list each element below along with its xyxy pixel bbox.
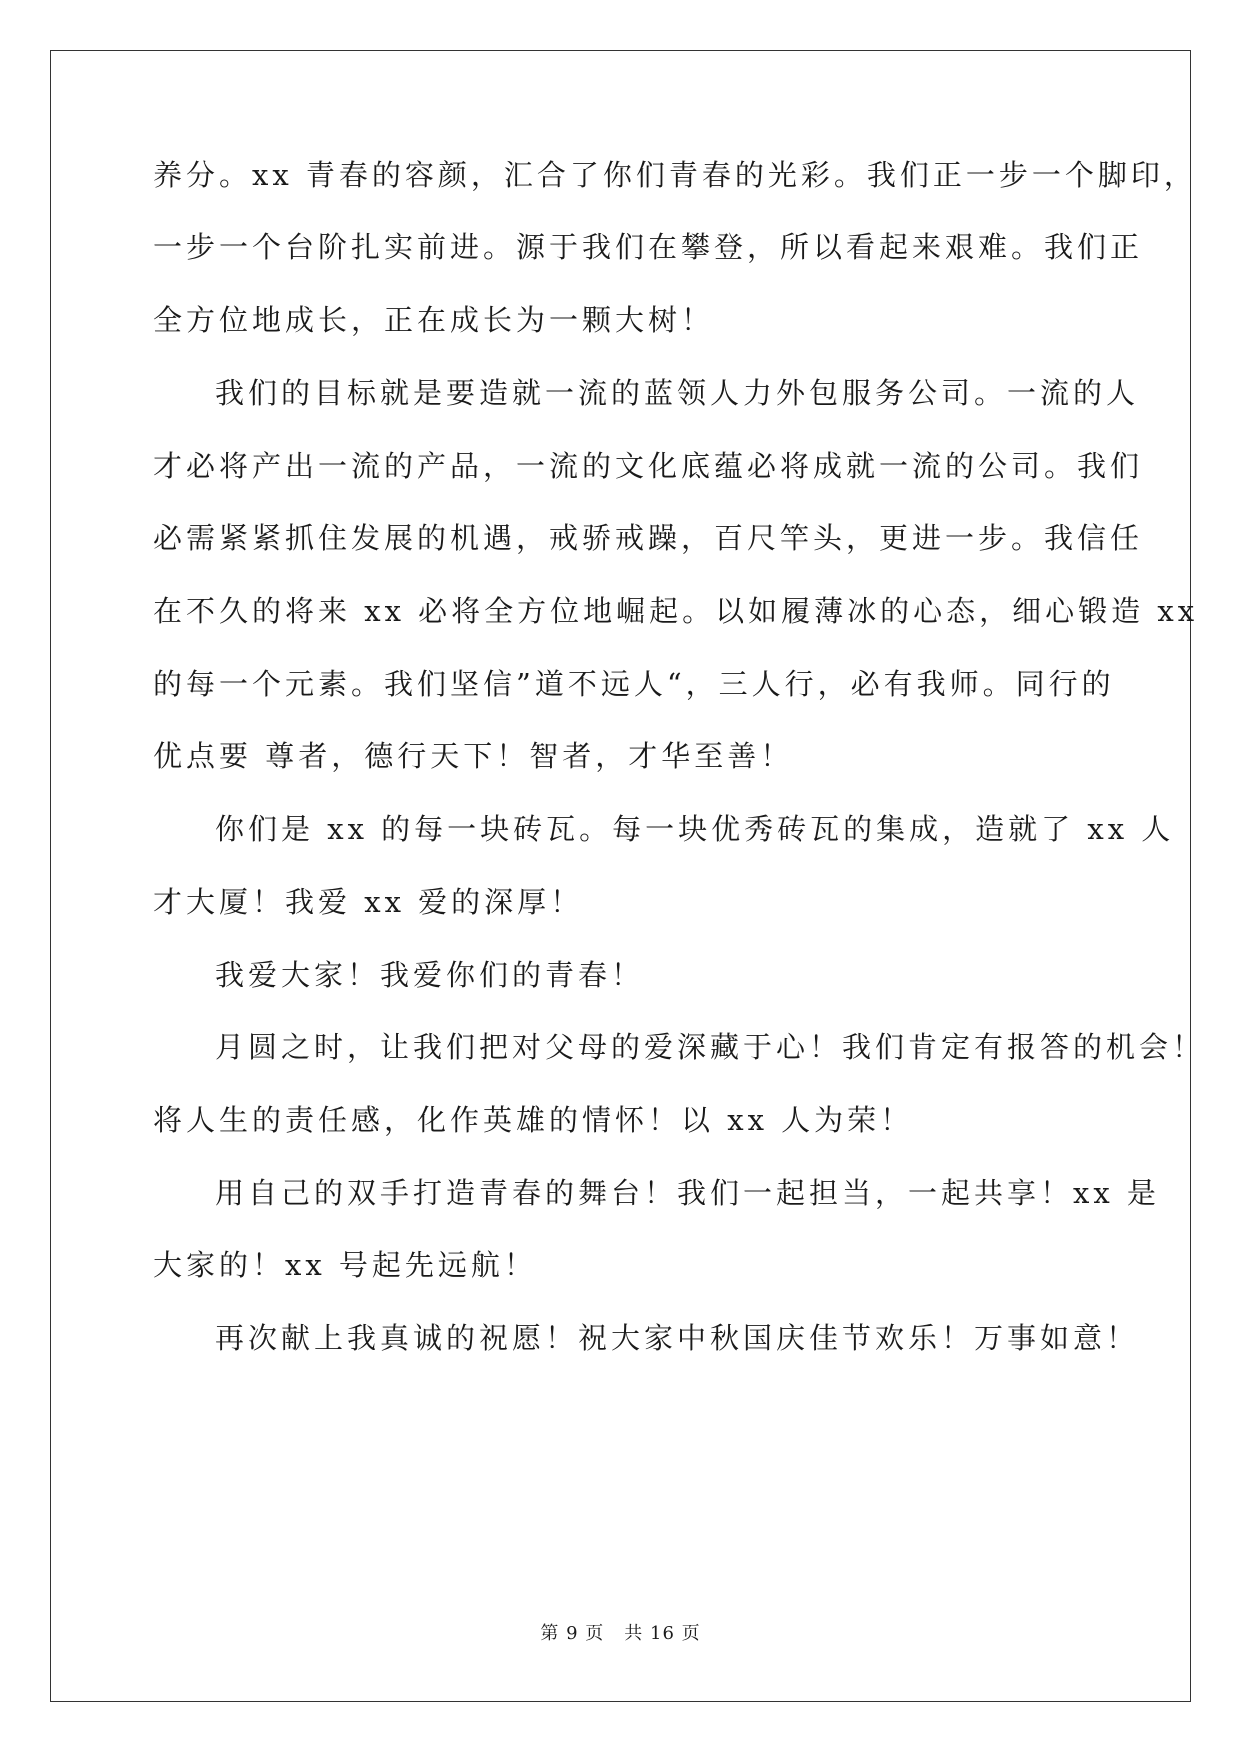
text-line: 优点要 尊者，德行天下！智者，才华至善！ xyxy=(153,739,794,773)
text-line: 在不久的将来 xx 必将全方位地崛起。以如履薄冰的心态，细心锻造 xx xyxy=(153,594,1199,628)
page-number: 第 9 页 xyxy=(540,1623,605,1644)
paragraph-start-line: 月圆之时，让我们把对父母的爱深藏于心！我们肯定有报答的机会！ xyxy=(215,1030,1206,1064)
text-line: 必需紧紧抓住发展的机遇，戒骄戒躁，百尺竿头，更进一步。我信任 xyxy=(153,521,1144,555)
page-footer xyxy=(0,1622,1241,1646)
paragraph-start-line: 我们的目标就是要造就一流的蓝领人力外包服务公司。一流的人 xyxy=(215,376,1140,410)
text-line: 大家的！xx 号起先远航！ xyxy=(153,1248,537,1282)
paragraph-start-line: 用自己的双手打造青春的舞台！我们一起担当，一起共享！xx 是 xyxy=(215,1176,1160,1210)
paragraph-start-line: 你们是 xx 的每一块砖瓦。每一块优秀砖瓦的集成，造就了 xx 人 xyxy=(215,812,1175,846)
text-line: 将人生的责任感，化作英雄的情怀！以 xx 人为荣！ xyxy=(153,1103,914,1137)
total-pages: 共 16 页 xyxy=(624,1623,701,1644)
text-line: 养分。xx 青春的容颜，汇合了你们青春的光彩。我们正一步一个脚印， xyxy=(153,158,1197,192)
text-line: 的每一个元素。我们坚信”道不远人“，三人行，必有我师。同行的 xyxy=(153,667,1115,701)
paragraph-start-line: 再次献上我真诚的祝愿！祝大家中秋国庆佳节欢乐！万事如意！ xyxy=(215,1321,1140,1355)
text-line: 全方位地成长，正在成长为一颗大树！ xyxy=(153,303,715,337)
text-line: 一步一个台阶扎实前进。源于我们在攀登，所以看起来艰难。我们正 xyxy=(153,230,1144,264)
paragraph-start-line: 我爱大家！我爱你们的青春！ xyxy=(215,958,645,992)
text-line: 才大厦！我爱 xx 爱的深厚！ xyxy=(153,885,584,919)
text-line: 才必将产出一流的产品，一流的文化底蕴必将成就一流的公司。我们 xyxy=(153,449,1144,483)
page-border xyxy=(50,50,1191,1702)
